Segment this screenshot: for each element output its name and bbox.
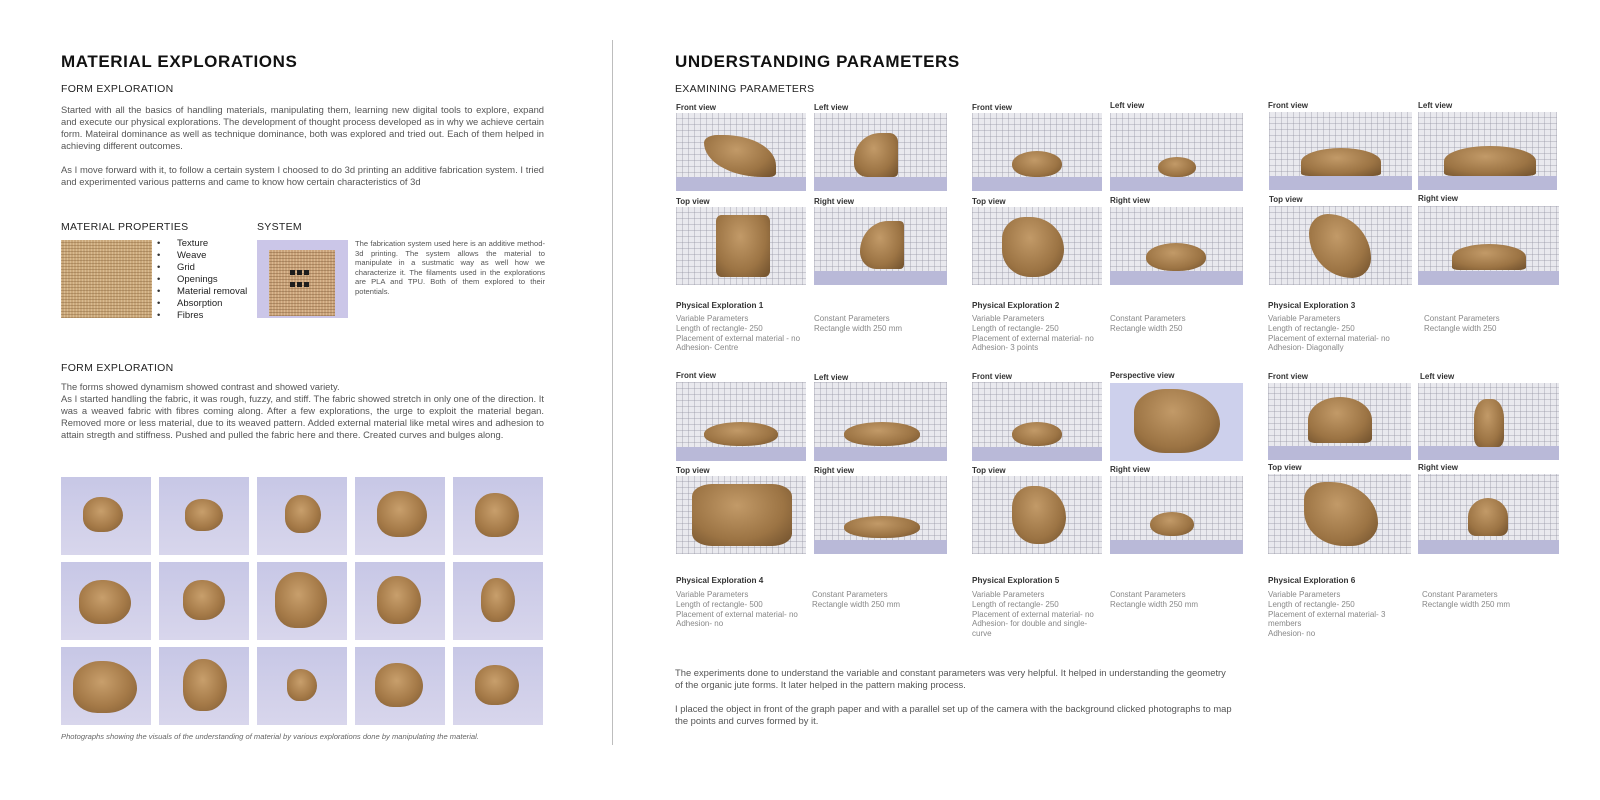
exploration-photo: [159, 562, 249, 640]
system-image: [257, 240, 348, 318]
property-item: • Openings: [157, 274, 247, 286]
exploration-title: Physical Exploration 3: [1268, 301, 1356, 310]
exploration-photo: [453, 562, 543, 640]
exploration-photo: [61, 562, 151, 640]
exploration-title: Physical Exploration 2: [972, 301, 1060, 310]
property-item: • Fibres: [157, 310, 247, 322]
constant-parameters: Constant Parameters Rectangle width 250 mm: [1110, 590, 1199, 609]
variable-parameters: Variable Parameters Length of rectangle- 250 Placement of external material- no Adhesion- for double and single- curve: [972, 590, 1094, 639]
front-view-image: [1269, 112, 1412, 190]
right-view-image: [1110, 476, 1243, 554]
view-label: Top view: [1269, 195, 1303, 204]
exploration-photo: [257, 562, 347, 640]
view-label: Right view: [814, 466, 855, 475]
exploration-photo: [453, 477, 543, 555]
top-view-image: [1269, 206, 1412, 285]
exploration-photo: [159, 477, 249, 555]
property-item: • Grid: [157, 262, 247, 274]
form-exploration-heading: FORM EXPLORATION: [61, 83, 174, 95]
exploration-photo: [61, 647, 151, 725]
perspective-view-image: [1110, 383, 1243, 461]
variable-parameters: Variable Parameters Length of rectangle- 250 Placement of external material- no Adhesion- Diagonally: [1268, 314, 1390, 353]
constant-parameters: Constant Parameters Rectangle width 250 mm: [814, 314, 903, 333]
variable-parameters: Variable Parameters Length of rectangle- 250 Placement of external material- no Adhesion- 3 points: [972, 314, 1094, 353]
view-label: Right view: [1110, 196, 1151, 205]
page-title-right: UNDERSTANDING PARAMETERS: [675, 52, 960, 71]
intro-paragraph-2: As I move forward with it, to follow a certain system I choosed to do 3d printing an additive fabrication system. I tried and experimented various patterns and came to know how certain characteristics of 3d: [61, 164, 544, 187]
front-view-image: [1268, 383, 1411, 460]
right-view-image: [814, 476, 947, 554]
conclusion-paragraph-2: I placed the object in front of the graph paper and with a parallel set up of the camera with the background clicked photographs to map the points and curves formed by it.: [675, 703, 1232, 726]
form-exploration-paragraph: The forms showed dynamism showed contrast and showed variety. As I started handling the fabric, it was rough, fuzzy, and stiff. The fabric showed stretch in only one of the direction. It was a weaved fabric with fibres coming along. After a few explorations, the urge to exploit the material began. Removed more or less material, due to its weaved pattern. Added external material like metal wires and adhesion to attain stregth and stiffness. Pushed and pulled the fabric here and there. Created curves and bulges along.: [61, 381, 544, 440]
left-view-image: [1418, 383, 1559, 460]
right-view-image: [1418, 474, 1559, 554]
top-view-image: [972, 476, 1102, 554]
view-label: Left view: [814, 373, 849, 382]
property-item: • Texture: [157, 238, 247, 250]
variable-parameters: Variable Parameters Length of rectangle- 250 Placement of external material - no Adhesion- Centre: [676, 314, 801, 353]
view-label: Left view: [814, 103, 849, 112]
property-item: • Material removal: [157, 286, 247, 298]
view-label: Right view: [1418, 194, 1459, 203]
top-view-image: [972, 207, 1102, 285]
form-exploration-heading-2: FORM EXPLORATION: [61, 362, 174, 374]
exploration-title: Physical Exploration 1: [676, 301, 764, 310]
exploration-photo: [257, 647, 347, 725]
front-view-image: [972, 113, 1102, 191]
variable-parameters: Variable Parameters Length of rectangle- 500 Placement of external material- no Adhesion- no: [676, 590, 798, 629]
view-label: Top view: [1268, 463, 1302, 472]
property-item: • Absorption: [157, 298, 247, 310]
exploration-title: Physical Exploration 6: [1268, 576, 1356, 585]
conclusion-paragraph-1: The experiments done to understand the variable and constant parameters was very helpful. It helped in understanding the geometry of the organic jute forms. It later helped in the pattern making process.: [675, 667, 1226, 690]
variable-parameters: Variable Parameters Length of rectangle- 250 Placement of external material- 3 members Adhesion- no: [1268, 590, 1386, 639]
page-divider: [612, 40, 613, 745]
view-label: Left view: [1110, 101, 1145, 110]
exploration-photo: [61, 477, 151, 555]
right-view-image: [1110, 207, 1243, 285]
constant-parameters: Constant Parameters Rectangle width 250 mm: [1422, 590, 1511, 609]
jute-texture-image: [61, 240, 152, 318]
exploration-title: Physical Exploration 4: [676, 576, 764, 585]
view-label: Top view: [972, 197, 1006, 206]
examining-parameters-heading: EXAMINING PARAMETERS: [675, 83, 815, 95]
material-properties-list: [157, 238, 247, 322]
exploration-title: Physical Exploration 5: [972, 576, 1060, 585]
view-label: Front view: [676, 371, 717, 380]
right-view-image: [814, 207, 947, 285]
view-label: Right view: [814, 197, 855, 206]
top-view-image: [676, 476, 806, 554]
view-label: Perspective view: [1110, 371, 1175, 380]
view-label: Right view: [1110, 465, 1151, 474]
top-view-image: [1268, 474, 1411, 554]
exploration-photo: [355, 562, 445, 640]
view-label: Top view: [676, 466, 710, 475]
left-view-image: [1418, 112, 1557, 190]
system-description: The fabrication system used here is an additive method- 3d printing. The system allows the material to manipulate in a sustmatic way as well how we characterize it. The filaments used in the explorations are PLA and TPU. Both of them explored to their potentials.: [355, 239, 545, 296]
view-label: Top view: [972, 466, 1006, 475]
view-label: Right view: [1418, 463, 1459, 472]
intro-paragraph-1: Started with all the basics of handling materials, manipulating them, learning new digital tools to explore, expand and execute our physical explorations. The development of thought process developed as in why we achieve certain form. Mateiral dominance as well as technique dominance, both was explored and tried out. Each of them helped in achieving different outcomes.: [61, 104, 544, 151]
constant-parameters: Constant Parameters Rectangle width 250: [1424, 314, 1500, 333]
page-title-left: MATERIAL EXPLORATIONS: [61, 52, 298, 71]
exploration-photo: [355, 647, 445, 725]
left-view-image: [814, 113, 947, 191]
left-view-image: [814, 382, 947, 461]
view-label: Front view: [1268, 101, 1309, 110]
view-label: Left view: [1420, 372, 1455, 381]
exploration-photo: [159, 647, 249, 725]
front-view-image: [972, 382, 1102, 461]
property-item: • Weave: [157, 250, 247, 262]
front-view-image: [676, 382, 806, 461]
photo-grid-caption: Photographs showing the visuals of the understanding of material by various explorations done by manipulating the material.: [61, 732, 479, 741]
view-label: Front view: [972, 103, 1013, 112]
exploration-photo: [257, 477, 347, 555]
view-label: Top view: [676, 197, 710, 206]
top-view-image: [676, 207, 806, 285]
constant-parameters: Constant Parameters Rectangle width 250 mm: [812, 590, 901, 609]
view-label: Front view: [676, 103, 717, 112]
view-label: Front view: [972, 372, 1013, 381]
right-view-image: [1418, 206, 1559, 285]
left-view-image: [1110, 113, 1243, 191]
view-label: Left view: [1418, 101, 1453, 110]
view-label: Front view: [1268, 372, 1309, 381]
constant-parameters: Constant Parameters Rectangle width 250: [1110, 314, 1186, 333]
system-heading: SYSTEM: [257, 221, 302, 233]
front-view-image: [676, 113, 806, 191]
exploration-photo: [453, 647, 543, 725]
exploration-photo: [355, 477, 445, 555]
material-properties-heading: MATERIAL PROPERTIES: [61, 221, 189, 233]
